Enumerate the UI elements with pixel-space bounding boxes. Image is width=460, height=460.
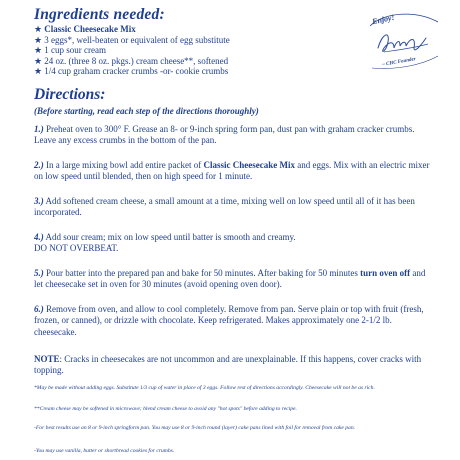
star-icon: ★	[34, 24, 43, 34]
step-number: 3.)	[34, 196, 44, 206]
step-text: DO NOT OVERBEAT.	[34, 243, 119, 254]
directions-subheading: (Before starting, read each step of the directions thoroughly)	[34, 106, 259, 116]
ingredient-item	[34, 45, 364, 56]
ingredient-item	[34, 66, 364, 77]
step-number: 4.)	[34, 232, 44, 242]
step-number: 5.)	[34, 268, 44, 278]
footnote-eggs: *May be made without adding eggs. Substitute 1/3 cup of water in place of 3 eggs. Follow rest of directions accordingly. Cheesecake will not be as rich.	[34, 385, 375, 391]
star-icon: ★	[34, 66, 43, 77]
step-number: 1.)	[34, 124, 44, 134]
ingredients-list	[34, 24, 364, 77]
note-text: : Cracks in cheesecakes are not uncommon and are unexplainable. If this happens, cover cracks with topping.	[34, 354, 422, 376]
ingredient-text: 24 oz. (three 8 oz. pkgs.) cream cheese**, softened	[42, 55, 229, 66]
ingredient-text: 1 cup sour cream	[42, 45, 106, 56]
enjoy-badge	[364, 8, 444, 72]
founder-text: ~ CHC Founder	[381, 57, 417, 68]
footnote-pan: -For best results use an 8 or 9-inch springform pan. You may use 8 or 9-inch round (layer) cake pans lined with foil for removal from cake pan.	[34, 425, 356, 431]
note-label: NOTE	[34, 354, 60, 364]
star-icon: ★	[34, 34, 43, 45]
note	[34, 354, 434, 377]
step-text: Add softened cream cheese, a small amount at a time, mixing well on low speed until all of it has been incorporated.	[34, 196, 415, 218]
footnote-cream-cheese: **Cream cheese may be softened in microwave; blend cream cheese to avoid any "hot spots" before adding to recipe.	[34, 406, 297, 412]
step-number: 2.)	[34, 160, 44, 170]
enjoy-text: Enjoy!	[371, 12, 396, 27]
ingredient-item	[34, 35, 364, 46]
step-2	[34, 160, 434, 183]
step-text-bold: Classic Cheesecake Mix	[203, 160, 296, 170]
ingredient-item	[34, 24, 364, 35]
step-text: Preheat oven to 300° F. Grease an 8- or 9-inch spring form pan, dust pan with graham cracker crumbs. Leave any excess crumbs in the bottom of the pan.	[34, 124, 415, 146]
step-5	[34, 268, 434, 291]
step-text: Pour batter into the prepared pan and bake for 50 minutes. After baking for 50 minutes	[43, 268, 361, 278]
ingredient-text: 3 eggs*, well-beaten or equivalent of egg substitute	[42, 34, 230, 45]
step-3	[34, 196, 434, 219]
step-text: and let cheesecake set in oven for 30 minutes (avoid opening oven door).	[34, 268, 426, 290]
star-icon: ★	[34, 45, 43, 56]
step-number: 6.)	[34, 304, 44, 314]
step-1	[34, 124, 434, 147]
ingredient-text: 1/4 cup graham cracker crumbs -or- cookie crumbs	[42, 66, 229, 77]
step-4	[34, 232, 434, 255]
footnote-crumbs: -You may use vanilla, butter or shortbread cookies for crumbs.	[34, 448, 175, 454]
ingredient-item	[34, 56, 364, 67]
step-text: Remove from oven, and allow to cool completely. Remove from pan. Serve plain or top with fruit (fresh, frozen, or canned), or drizzle with chocolate. Keep refrigerated. Makes approximately one 2-1/2 lb. cheesecake.	[34, 304, 424, 337]
step-text: and eggs. Mix with an electric mixer on low speed until blended, then on high speed for 1 minute.	[34, 160, 430, 182]
step-text: Add sour cream; mix on low speed until batter is smooth and creamy.	[43, 232, 296, 242]
step-text-bold: turn oven off	[360, 268, 411, 278]
step-text: In a large mixing bowl add entire packet of	[43, 160, 204, 170]
ingredients-heading: Ingredients needed:	[34, 6, 165, 23]
ingredient-bold: Classic Cheesecake Mix	[42, 24, 136, 34]
step-6	[34, 304, 434, 338]
star-icon: ★	[34, 55, 43, 66]
directions-heading: Directions:	[34, 86, 106, 103]
